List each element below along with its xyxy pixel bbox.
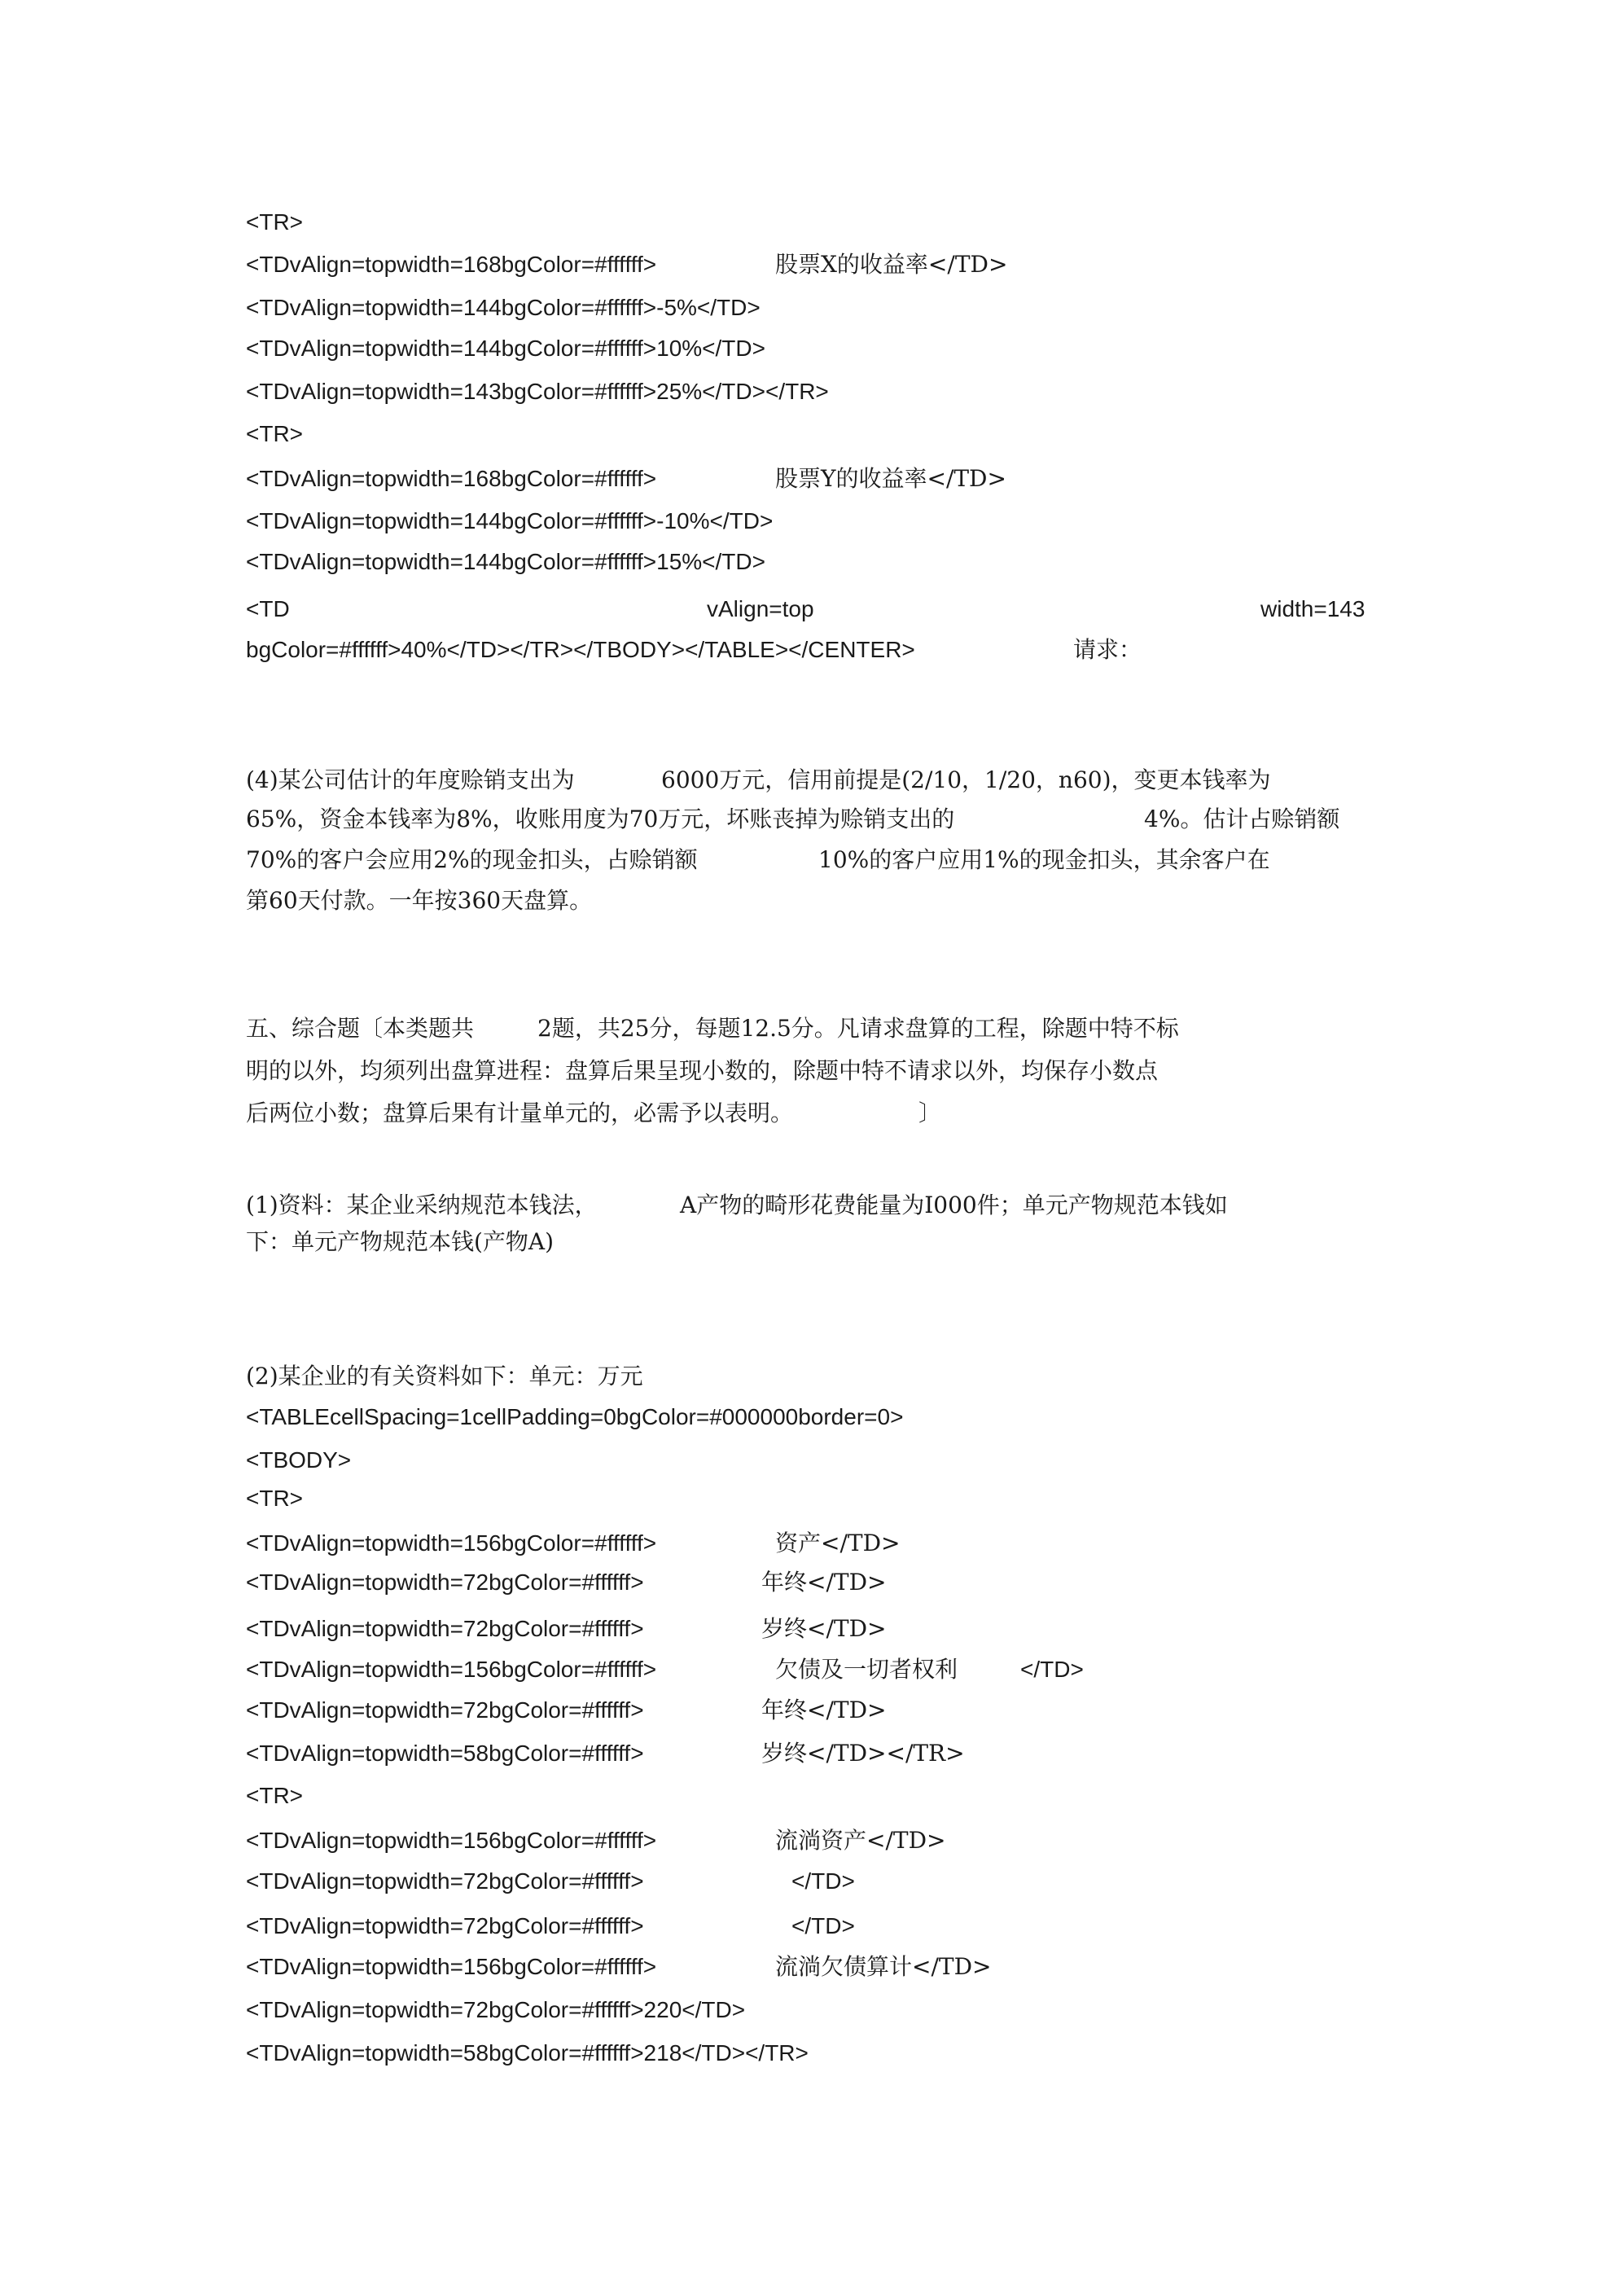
table-cell-text: </TD> <box>791 1913 855 1938</box>
q2-intro: (2)某企业的有关资料如下：单元：万元 <box>246 1363 643 1389</box>
q4-line: 6000万元，信用前提是(2/10，1/20，n60)，变更本钱率为 <box>661 766 1271 793</box>
q4-line: 65%，资金本钱率为8%，收账用度为70万元，坏账丧掉为赊销支出的 <box>246 806 955 832</box>
code-line: <TDvAlign=topwidth=144bgColor=#ffffff>10%</TD> <box>246 336 765 361</box>
table-cell-text: 流淌资产</TD> <box>775 1827 946 1854</box>
section5-line: 五、综合题〔本类题共 <box>246 1015 475 1042</box>
table-cell-text: 岁终</TD> <box>761 1615 887 1642</box>
section5-line: 明的以外，均须列出盘算进程：盘算后果呈现小数的，除题中特不请求以外，均保存小数点 <box>246 1057 1159 1084</box>
section5-line: 后两位小数；盘算后果有计量单元的，必需予以表明。 <box>246 1100 794 1126</box>
code-fragment: width=143 <box>1260 596 1366 621</box>
code-line: <TDvAlign=topwidth=72bgColor=#ffffff> <box>246 1569 644 1595</box>
code-line: <TR> <box>246 1486 304 1511</box>
q4-line: 70%的客户会应用2%的现金扣头，占赊销额 <box>246 846 698 873</box>
q1-line: 下：单元产物规范本钱(产物A) <box>246 1228 555 1255</box>
table-cell-text: </TD> <box>791 1868 855 1894</box>
table-cell-text: 流淌欠债算计</TD> <box>775 1953 992 1980</box>
table-cell-text: 年终</TD> <box>761 1697 887 1723</box>
q4-line: (4)某公司估计的年度赊销支出为 <box>246 766 575 793</box>
q4-line: 第60天付款。一年按360天盘算。 <box>246 887 593 914</box>
code-line: <TDvAlign=topwidth=168bgColor=#ffffff> <box>246 252 657 277</box>
code-line: bgColor=#ffffff>40%</TD></TR></TBODY></TABLE></CENTER> <box>246 637 915 662</box>
section5-line: 2题，共25分，每题12.5分。凡请求盘算的工程，除题中特不标 <box>537 1015 1179 1042</box>
code-line: <TR> <box>246 421 304 446</box>
code-line: <TBODY> <box>246 1447 352 1473</box>
table-cell-text: 岁终</TD></TR> <box>761 1740 965 1767</box>
code-fragment: vAlign=top <box>707 596 814 621</box>
table-cell-text: 年终</TD> <box>761 1569 887 1596</box>
q1-line: (1)资料：某企业采纳规范本钱法， <box>246 1192 598 1218</box>
code-line: <TDvAlign=topwidth=72bgColor=#ffffff>220</TD> <box>246 1997 746 2022</box>
code-line: <TDvAlign=topwidth=72bgColor=#ffffff> <box>246 1868 644 1894</box>
code-line: <TR> <box>246 209 304 235</box>
code-line: <TDvAlign=topwidth=58bgColor=#ffffff> <box>246 1741 644 1766</box>
request-label: 请求： <box>1073 636 1142 663</box>
code-line: <TDvAlign=topwidth=144bgColor=#ffffff>15%</TD> <box>246 549 765 574</box>
code-line: <TR> <box>246 1783 304 1808</box>
code-line: <TDvAlign=topwidth=72bgColor=#ffffff> <box>246 1616 644 1641</box>
q1-line: A产物的畸形花费能量为I000件；单元产物规范本钱如 <box>680 1192 1228 1218</box>
code-line: <TDvAlign=topwidth=72bgColor=#ffffff> <box>246 1913 644 1938</box>
code-line: <TDvAlign=topwidth=156bgColor=#ffffff> <box>246 1657 657 1682</box>
code-line: <TDvAlign=topwidth=156bgColor=#ffffff> <box>246 1530 657 1556</box>
code-line: <TDvAlign=topwidth=168bgColor=#ffffff> <box>246 466 657 491</box>
code-line: <TDvAlign=topwidth=58bgColor=#ffffff>218</TD></TR> <box>246 2040 809 2066</box>
table-cell-text: 欠债及一切者权利 <box>775 1656 958 1683</box>
code-line: <TDvAlign=topwidth=156bgColor=#ffffff> <box>246 1954 657 1979</box>
code-line: <TDvAlign=topwidth=72bgColor=#ffffff> <box>246 1697 644 1723</box>
code-line: <TDvAlign=topwidth=144bgColor=#ffffff>-5%</TD> <box>246 295 761 320</box>
code-line: <TABLEcellSpacing=1cellPadding=0bgColor=#000000border=0> <box>246 1404 904 1429</box>
stock-y-return-cell: 股票Y的收益率</TD> <box>775 465 1006 492</box>
q4-line: 4%。估计占赊销额 <box>1144 806 1340 832</box>
code-line: <TDvAlign=topwidth=144bgColor=#ffffff>-10%</TD> <box>246 508 774 533</box>
section5-line: 〕 <box>918 1100 942 1126</box>
code-fragment: </TD> <box>1020 1657 1084 1682</box>
code-fragment: <TD <box>246 596 290 621</box>
table-cell-text: 资产</TD> <box>775 1530 901 1556</box>
code-line: <TDvAlign=topwidth=156bgColor=#ffffff> <box>246 1828 657 1853</box>
q4-line: 10%的客户应用1%的现金扣头，其余客户在 <box>818 846 1270 873</box>
code-line: <TDvAlign=topwidth=143bgColor=#ffffff>25%</TD></TR> <box>246 379 829 404</box>
stock-x-return-cell: 股票X的收益率</TD> <box>775 251 1008 278</box>
